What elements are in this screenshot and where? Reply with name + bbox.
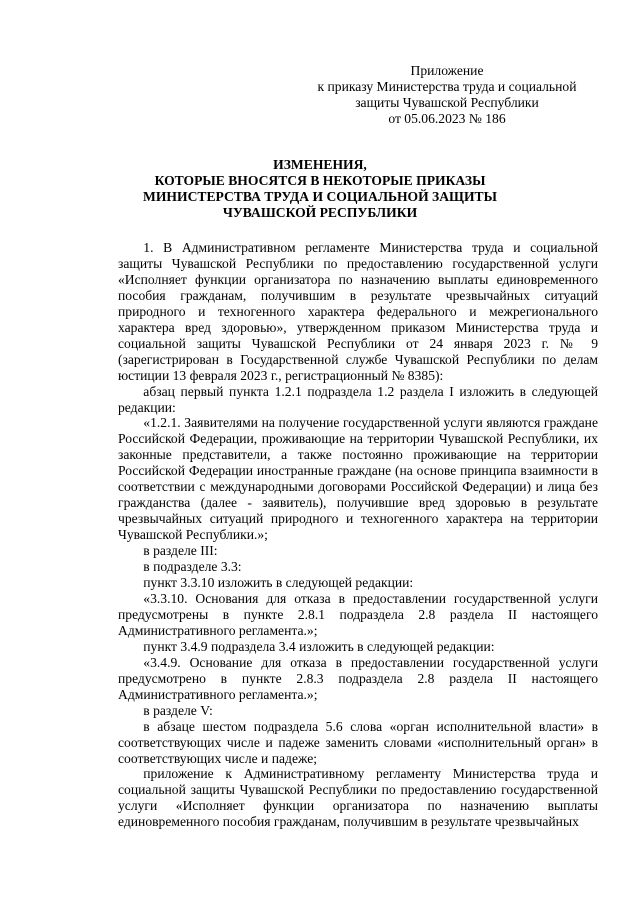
title-line-1: ИЗМЕНЕНИЯ, xyxy=(273,157,367,172)
title-line-3: МИНИСТЕРСТВА ТРУДА И СОЦИАЛЬНОЙ ЗАЩИТЫ xyxy=(143,189,497,204)
paragraph: в подразделе 3.3: xyxy=(143,559,242,575)
paragraph: «3.3.10. Основания для отказа в предоставлении государственной услуги предусмотрены в пункте 2.8.1 подраздела 2.8 раздела II настоящего Административного регламента.»; xyxy=(118,590,598,638)
title-line-2: КОТОРЫЕ ВНОСЯТСЯ В НЕКОТОРЫЕ ПРИКАЗЫ xyxy=(154,173,486,188)
title-line-4: ЧУВАШСКОЙ РЕСПУБЛИКИ xyxy=(222,205,418,220)
paragraph: абзац первый пункта 1.2.1 подраздела 1.2 раздела I изложить в следующей редакции: xyxy=(118,383,598,415)
appendix-line-4: от 05.06.2023 № 186 xyxy=(388,111,506,126)
paragraph: в разделе V: xyxy=(143,702,213,718)
paragraph: в разделе III: xyxy=(143,543,218,559)
paragraph: приложение к Административному регламенту Министерства труда и социальной защиты Чувашской Республики по предоставлению государственной услуги «Исполняет функции организатора по назначению выплаты единовременного пособия гражданам, получившим в результате чрезвычайных xyxy=(118,766,598,830)
paragraph: пункт 3.4.9 подраздела 3.4 изложить в следующей редакции: xyxy=(143,638,495,654)
paragraph: 1. В Административном регламенте Министерства труда и социальной защиты Чувашской Республики по предоставлению государственной услуги «Исполняет функции организатора по назначению выплаты единовременного пособия гражданам, получившим в результате чрезвычайных ситуаций природного и техногенного характера федерального и межрегионального характера вред здоровью», утвержденном приказом Министерства труда и социальной защиты Чувашской Республики от 24 января 2023 г. № 9 (зарегистрирован в Государственной службе Чувашской Республики по делам юстиции 13 февраля 2023 г., регистрационный № 8385): xyxy=(118,240,598,383)
document-body xyxy=(118,240,598,830)
appendix-line-3: защиты Чувашской Республики xyxy=(355,95,539,110)
paragraph: в абзаце шестом подраздела 5.6 слова «орган исполнительной власти» в соответствующих числе и падеже заменить словами «исполнительный орган» в соответствующих числе и падеже; xyxy=(118,718,598,766)
appendix-line-1: Приложение xyxy=(410,63,484,78)
paragraph: «3.4.9. Основание для отказа в предоставлении государственной услуги предусмотрено в пункте 2.8.3 подраздела 2.8 раздела II настоящего Административного регламента.»; xyxy=(118,654,598,702)
paragraph: пункт 3.3.10 изложить в следующей редакции: xyxy=(143,575,414,591)
document-title xyxy=(60,157,580,221)
paragraph: «1.2.1. Заявителями на получение государственной услуги являются граждане Российской Федерации, проживающие на территории Чувашской Республики, их законные представители, а также постоянно проживающие на территории Российской Федерации иностранные граждане (на основе принципа взаимности в соответствии с международными договорами Российской Федерации) и лица без гражданства (далее - заявитель), получившие вред здоровью в результате чрезвычайных ситуаций природного и техногенного характера на территории Чувашской Республики.»; xyxy=(118,415,598,543)
appendix-header xyxy=(302,63,592,127)
appendix-line-2: к приказу Министерства труда и социальной xyxy=(317,79,577,94)
